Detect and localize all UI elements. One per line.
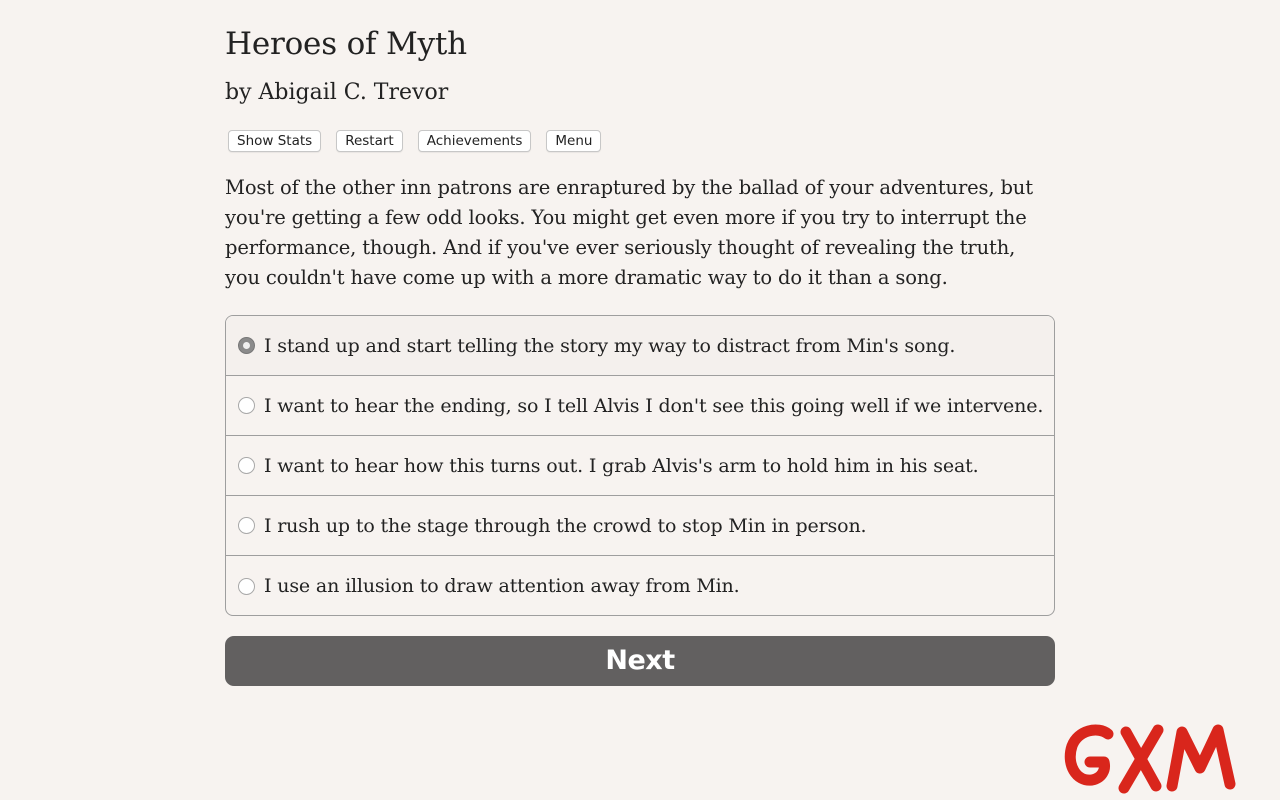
choice-list <box>225 315 1055 616</box>
radio-selected-icon[interactable] <box>238 337 255 354</box>
choice-label[interactable]: I want to hear how this turns out. I grab Alvis's arm to hold him in his seat. <box>264 454 979 477</box>
restart-button[interactable]: Restart <box>336 130 403 152</box>
toolbar <box>228 130 601 152</box>
radio-icon[interactable] <box>238 517 255 534</box>
game-title: Heroes of Myth <box>225 26 467 62</box>
choice-label[interactable]: I want to hear the ending, so I tell Alvis I don't see this going well if we intervene. <box>264 394 1044 417</box>
choice-label[interactable]: I stand up and start telling the story my way to distract from Min's song. <box>264 334 956 357</box>
radio-icon[interactable] <box>238 457 255 474</box>
gxm-watermark-logo <box>1060 716 1245 800</box>
next-button[interactable]: Next <box>225 636 1055 686</box>
show-stats-button[interactable]: Show Stats <box>228 130 321 152</box>
menu-button[interactable]: Menu <box>546 130 601 152</box>
radio-icon[interactable] <box>238 578 255 595</box>
radio-icon[interactable] <box>238 397 255 414</box>
choice-option-5[interactable] <box>226 556 1054 616</box>
choice-label[interactable]: I use an illusion to draw attention away from Min. <box>264 575 740 597</box>
choice-option-3[interactable] <box>226 436 1054 496</box>
achievements-button[interactable]: Achievements <box>418 130 532 152</box>
choice-option-2[interactable] <box>226 376 1054 436</box>
author-line: by Abigail C. Trevor <box>225 80 449 105</box>
story-passage: Most of the other inn patrons are enraptured by the ballad of your adventures, but you're getting a few odd looks. You might get even more if you try to interrupt the performance, though. And if you've ever seriously thought of revealing the truth, you couldn't have come up with a more dramatic way to do it than a song. <box>225 176 1033 289</box>
choice-option-4[interactable] <box>226 496 1054 556</box>
choice-label[interactable]: I rush up to the stage through the crowd to stop Min in person. <box>264 514 867 537</box>
choice-option-1[interactable] <box>226 316 1054 376</box>
